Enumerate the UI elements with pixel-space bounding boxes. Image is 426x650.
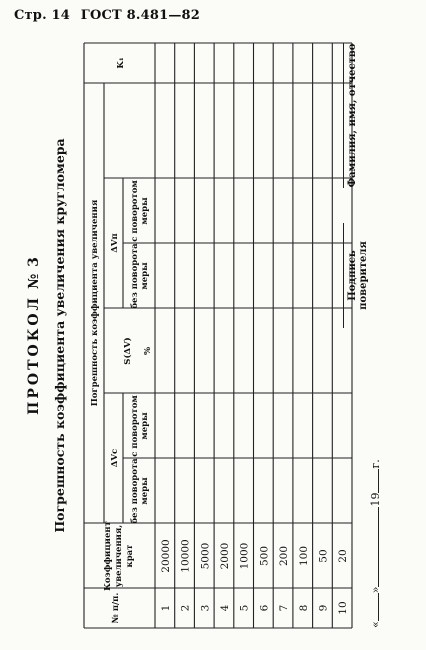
row-number: 2: [179, 604, 192, 612]
page-header: [14, 8, 200, 23]
dvp-header: ΔVп: [110, 233, 120, 253]
col-number-header: № п/п.: [111, 592, 121, 624]
row-coefficient: 10000: [179, 539, 192, 573]
row-coefficient: 500: [258, 545, 271, 567]
protocol-number: № 3: [26, 256, 42, 289]
protocol-title-text: ПРОТОКОЛ: [26, 294, 42, 415]
row-number: 8: [297, 604, 310, 612]
col-coef-header-line3: крат: [125, 544, 135, 568]
standard-code: ГОСТ 8.481—82: [80, 8, 201, 23]
row-number: 6: [258, 604, 271, 612]
s-dv-header: S(ΔV): [123, 337, 133, 365]
protocol-footer: [337, 43, 397, 628]
row-number: 7: [278, 604, 291, 612]
dvc-with-rotation-line2: меры: [140, 412, 150, 440]
date-line: [369, 459, 382, 628]
row-coefficient: 50: [317, 549, 330, 563]
page-number: Стр. 14: [14, 8, 71, 23]
row-coefficient: 5000: [199, 542, 212, 570]
row-coefficient: 2000: [218, 542, 231, 570]
row-number: 5: [238, 604, 251, 612]
name-label: Фамилия, имя, отчество: [347, 43, 358, 188]
row-number: 9: [317, 604, 330, 612]
date-close-quote: »: [369, 586, 382, 594]
dvc-header: ΔVc: [110, 448, 120, 468]
row-number: 3: [199, 604, 212, 612]
name-block: [343, 43, 358, 188]
dvc-without-rotation-line1: без поворота: [130, 458, 140, 524]
row-coefficient: 200: [278, 545, 291, 567]
col-coef-header-line2: увеличения,: [114, 524, 124, 588]
k1-header: K₁: [116, 57, 126, 69]
protocol-subtitle: Погрешность коэффициента увеличения кругломера: [52, 138, 67, 533]
row-coefficient: 1000: [238, 542, 251, 570]
percent-header: %: [143, 346, 153, 356]
date-year-suffix: г.: [369, 459, 382, 469]
dvp-with-rotation-line2: меры: [140, 197, 150, 225]
signature-label: Подпись поверителя: [347, 241, 369, 310]
date-year: 19: [369, 492, 382, 507]
dvp-without-rotation-line1: без поворота: [130, 243, 140, 309]
date-open-quote: «: [369, 621, 382, 628]
row-coefficient: 20: [337, 549, 350, 563]
row-number: 1: [159, 604, 172, 612]
row-coefficient: 100: [297, 545, 310, 567]
row-number: 4: [218, 604, 231, 612]
row-coefficient: 20000: [159, 539, 172, 573]
col-coef-header-line1: Коэффициент: [103, 521, 113, 591]
protocol-sheet: [22, 43, 402, 628]
group-error-header: Погрешность коэффициента увеличения: [90, 199, 100, 407]
dvp-without-rotation-line2: меры: [140, 262, 150, 290]
dvc-without-rotation-line2: меры: [140, 477, 150, 505]
signature-block: [343, 223, 369, 328]
dvp-with-rotation-line1: с поворотом: [130, 180, 140, 242]
dvc-with-rotation-line1: с поворотом: [130, 395, 140, 457]
row-number: 10: [337, 601, 350, 615]
